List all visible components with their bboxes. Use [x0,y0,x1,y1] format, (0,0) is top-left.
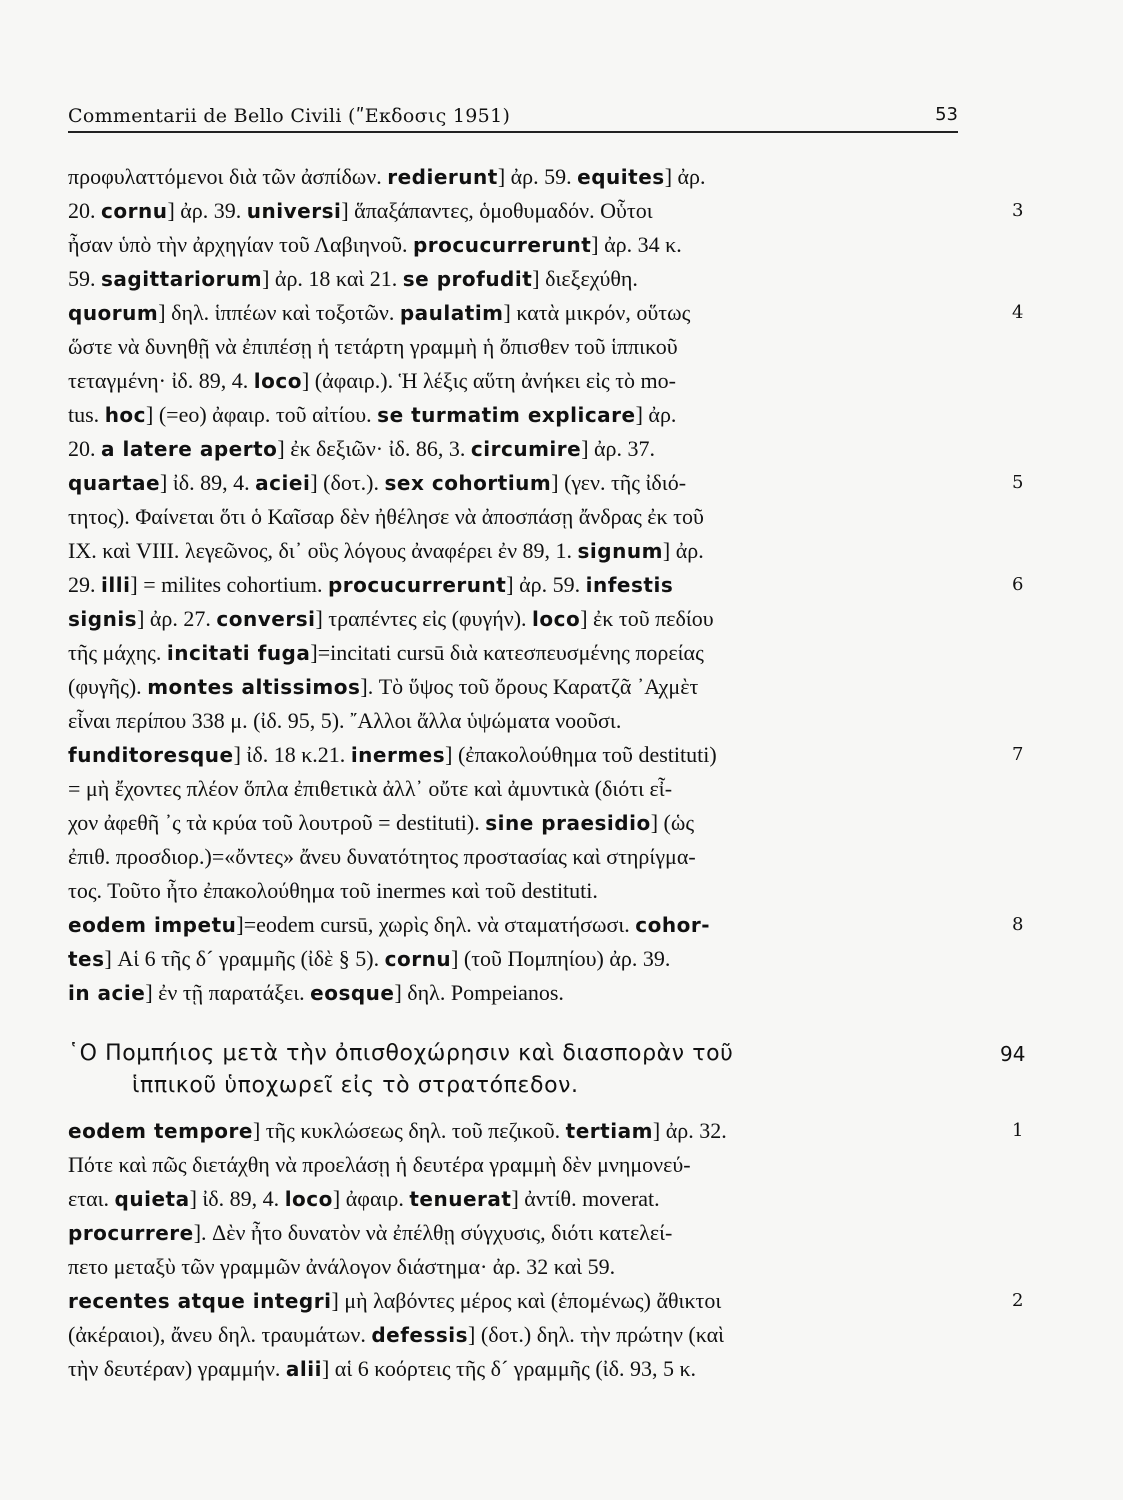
text-line [68,500,958,534]
page-number: 53 [935,104,958,125]
lemma: funditoresque [68,743,234,767]
lemma: paulatim [399,301,504,325]
text-line [68,296,958,330]
text-line [68,466,958,500]
lemma: defessis [371,1323,469,1347]
gloss-text: ] δηλ. ἱππέων καὶ τοξοτῶν. [158,300,400,325]
text-line [68,874,958,908]
lemma: cornu [384,947,452,971]
text-line [68,1284,958,1318]
lemma: procucurrerunt [327,573,507,597]
lemma: in acie [68,981,146,1005]
gloss-text: (φυγῆς). [68,674,148,699]
gloss-text: ] ἀρ. [662,538,704,563]
lemma: conversi [216,607,316,631]
lemma: illi [101,573,131,597]
margin-line-number: 3 [1012,200,1024,221]
lemma: universi [246,199,342,223]
gloss-text: τεταγμένη· ἰδ. 89, 4. [68,368,254,393]
gloss-text: ] ἰδ. 18 κ.21. [233,742,351,767]
gloss-text: = μὴ ἔχοντες πλέον ὅπλα ἐπιθετικὰ ἀλλ᾽ οὔτε καὶ ἀμυντικὰ (διότι εἶ- [68,776,673,801]
lemma: recentes atque integri [68,1289,332,1313]
text-line [68,704,958,738]
gloss-text: ἐπιθ. προσδιορ.)=«ὄντες» ἄνευ δυνατότητος προστασίας καὶ στηρίγμα- [68,844,696,869]
gloss-text: ] Αἱ 6 τῆς δ´ γραμμῆς (ἰδὲ § 5). [104,946,385,971]
lemma: signum [577,539,663,563]
gloss-text: ] (δοτ.) δηλ. τὴν πρώτην (καὶ [468,1322,725,1347]
gloss-text: ] ἀρ. 37. [581,436,656,461]
lemma: tertiam [565,1119,653,1143]
gloss-text: IX. καὶ VIII. λεγεῶνος, δι᾽ οὓς λόγους ἀναφέρει ἐν 89, 1. [68,538,578,563]
gloss-text: ] ἀρ. [635,402,677,427]
section-number: 94 [1000,1042,1026,1066]
gloss-text: ] ἐκ τοῦ πεδίου [580,606,714,631]
text-line [68,568,958,602]
gloss-text: ] ἀρ. 39. [167,198,247,223]
gloss-text: ] δηλ. Pompeianos. [394,980,564,1005]
lemma: signis [68,607,138,631]
gloss-text: χον ἀφεθῆ ᾽ς τὰ κρύα τοῦ λουτροῦ = destituti). [68,810,486,835]
text-line [68,772,958,806]
gloss-text: ] ἀρ. 34 κ. [591,232,682,257]
text-line [68,534,958,568]
gloss-text: ] (τοῦ Πομπηίου) ἀρ. 39. [451,946,671,971]
text-line [68,1148,958,1182]
gloss-text: ] ἀρ. 59. [506,572,586,597]
text-line [68,602,958,636]
text-line [68,1250,958,1284]
gloss-text: 29. [68,572,101,597]
gloss-text: ] ἅπαξάπαντες, ὁμοθυμαδόν. Οὗτοι [341,198,653,223]
gloss-text: τος. Τοῦτο ἦτο ἐπακολούθημα τοῦ inermes καὶ τοῦ destituti. [68,878,598,903]
gloss-text: (ἀκέραιοι), ἄνευ δηλ. τραυμάτων. [68,1322,372,1347]
lemma: aciei [255,471,311,495]
gloss-text: Πότε καὶ πῶς διετάχθη νὰ προελάσῃ ἡ δευτέρα γραμμὴ δὲν μνημονεύ- [68,1152,691,1177]
gloss-text: πετο μεταξὺ τῶν γραμμῶν ἀνάλογον διάστημα· ἀρ. 32 καὶ 59. [68,1254,616,1279]
lemma: quorum [68,301,159,325]
section-heading-line-1: ῾Ο Πομπήιος μετὰ τὴν ὀπισθοχώρησιν καὶ διασπορὰν τοῦ [68,1041,734,1066]
gloss-text: 59. [68,266,101,291]
gloss-text: ] μὴ λαβόντες μέρος καὶ (ἑπομένως) ἄθικτοι [331,1288,722,1313]
lemma: procucurrerunt [412,233,592,257]
running-header [68,95,958,133]
text-line [68,330,958,364]
text-line [68,670,958,704]
gloss-text: τὴν δευτέραν) γραμμήν. [68,1356,286,1381]
gloss-text: ]=eodem cursū, χωρὶς δηλ. νὰ σταματήσωσι. [236,912,636,937]
text-line [68,364,958,398]
text-line [68,806,958,840]
gloss-text: ] κατὰ μικρόν, οὕτως [503,300,691,325]
text-line [68,398,958,432]
gloss-text: ] ἀρ. 27. [137,606,217,631]
gloss-text: τῆς μάχης. [68,640,167,665]
gloss-text: ] (ἐπακολούθημα τοῦ destituti) [445,742,717,767]
gloss-text: ] ἐν τῇ παρατάξει. [145,980,311,1005]
gloss-text: ] ἀφαιρ. [332,1186,410,1211]
lemma: hoc [104,403,147,427]
lemma: loco [284,1187,333,1211]
lemma: a latere aperto [101,437,278,461]
lemma: incitati fuga [166,641,311,665]
text-line [68,840,958,874]
gloss-text: 20. [68,198,101,223]
lemma: montes altissimos [147,675,361,699]
text-line [68,160,958,194]
gloss-text: ] ἀρ. 18 καὶ 21. [262,266,403,291]
text-line [68,908,958,942]
gloss-text: ] ἀρ. 59. [497,164,578,189]
lemma: infestis [585,573,674,597]
lemma: quieta [114,1187,190,1211]
gloss-text: τητος). Φαίνεται ὅτι ὁ Καῖσαρ δὲν ἠθέλησε νὰ ἀποσπάσῃ ἄνδρας ἐκ τοῦ [68,504,704,529]
gloss-text: προφυλαττόμενοι διὰ τῶν ἀσπίδων. [68,164,388,189]
section-heading-line-2: ἱππικοῦ ὑποχωρεῖ εἰς τὸ στρατόπεδον. [132,1073,579,1098]
text-line [68,1114,958,1148]
gloss-text: ] (δοτ.). [310,470,385,495]
margin-line-number: 6 [1012,574,1024,595]
gloss-text: εται. [68,1186,115,1211]
lemma: sagittariorum [101,267,263,291]
gloss-text: ] τραπέντες εἰς (φυγήν). [315,606,533,631]
gloss-text: 20. [68,436,101,461]
margin-line-number: 2 [1012,1290,1024,1311]
lemma: sine praesidio [485,811,651,835]
lemma: se turmatim explicare [377,403,636,427]
gloss-text: ] ἀντίθ. moverat. [511,1186,660,1211]
text-line [68,976,958,1010]
text-line [68,738,958,772]
lemma: eosque [310,981,395,1005]
margin-line-number: 8 [1012,914,1024,935]
gloss-text: ]. Τὸ ὕψος τοῦ ὄρους Καρατζᾶ ᾿Αχμὲτ [360,674,699,699]
text-line [68,262,958,296]
text-line [68,636,958,670]
margin-line-number: 4 [1012,302,1024,323]
margin-line-number: 7 [1012,744,1024,765]
gloss-text: ] ἀρ. 32. [652,1118,727,1143]
lemma: alii [285,1357,322,1381]
lemma: loco [253,369,302,393]
gloss-text: ] ἐκ δεξιῶν· ἰδ. 86, 3. [277,436,471,461]
text-line [68,228,958,262]
lemma: loco [532,607,581,631]
lemma: cornu [101,199,168,223]
text-line [68,1318,958,1352]
gloss-text: ] (ἀφαιρ.). Ἡ λέξις αὕτη ἀνήκει εἰς τὸ mo- [301,368,676,393]
gloss-text: ]=incitati cursū διὰ κατεσπευσμένης πορείας [310,640,704,665]
lemma: tenuerat [409,1187,512,1211]
gloss-text: ] (γεν. τῆς ἰδιό- [551,470,687,495]
lemma: procurrere [68,1221,194,1245]
gloss-text: ] ἰδ. 89, 4. [160,470,256,495]
text-line [68,942,958,976]
lemma: eodem impetu [68,913,237,937]
gloss-text: ] (=eo) ἀφαιρ. τοῦ αἰτίου. [146,402,378,427]
lemma: quartae [68,471,161,495]
lemma: equites [577,165,665,189]
gloss-text: ] ἰδ. 89, 4. [189,1186,285,1211]
text-line [68,194,958,228]
running-title: Commentarii de Bello Civili (ʺΕκδοσις 1951) [68,105,511,127]
gloss-text: ἦσαν ὑπὸ τὴν ἀρχηγίαν τοῦ Λαβιηνοῦ. [68,232,413,257]
gloss-text: ] (ὡς [650,810,695,835]
text-line [68,1352,958,1386]
gloss-text: ] διεξεχύθη. [532,266,638,291]
lemma: cohor- [635,913,711,937]
gloss-text: ] τῆς κυκλώσεως δηλ. τοῦ πεζικοῦ. [252,1118,566,1143]
lemma: eodem tempore [68,1119,253,1143]
gloss-text: ] = milites cohortium. [130,572,328,597]
gloss-text: ] αἱ 6 κοόρτεις τῆς δ´ γραμμῆς (ἰδ. 93, 5 κ. [321,1356,697,1381]
lemma: tes [68,947,105,971]
lemma: circumire [470,437,582,461]
lemma: redierunt [387,165,498,189]
margin-line-number: 5 [1012,472,1024,493]
gloss-text: εἶναι περίπου 338 μ. (ἰδ. 95, 5). ῎Αλλοι ἄλλα ὑψώματα νοοῦσι. [68,708,622,733]
lemma: inermes [350,743,446,767]
text-line [68,1216,958,1250]
gloss-text: ]. Δὲν ἦτο δυνατὸν νὰ ἐπέλθῃ σύγχυσις, διότι κατελεί- [193,1220,673,1245]
lemma: sex cohortium [384,471,552,495]
gloss-text: ] ἀρ. [664,164,706,189]
margin-line-number: 1 [1012,1120,1024,1141]
text-line [68,432,958,466]
lemma: se profudit [402,267,533,291]
text-line [68,1182,958,1216]
gloss-text: tus. [68,402,105,427]
gloss-text: ὥστε νὰ δυνηθῇ νὰ ἐπιπέσῃ ἡ τετάρτη γραμμὴ ἡ ὄπισθεν τοῦ ἱππικοῦ [68,334,678,359]
